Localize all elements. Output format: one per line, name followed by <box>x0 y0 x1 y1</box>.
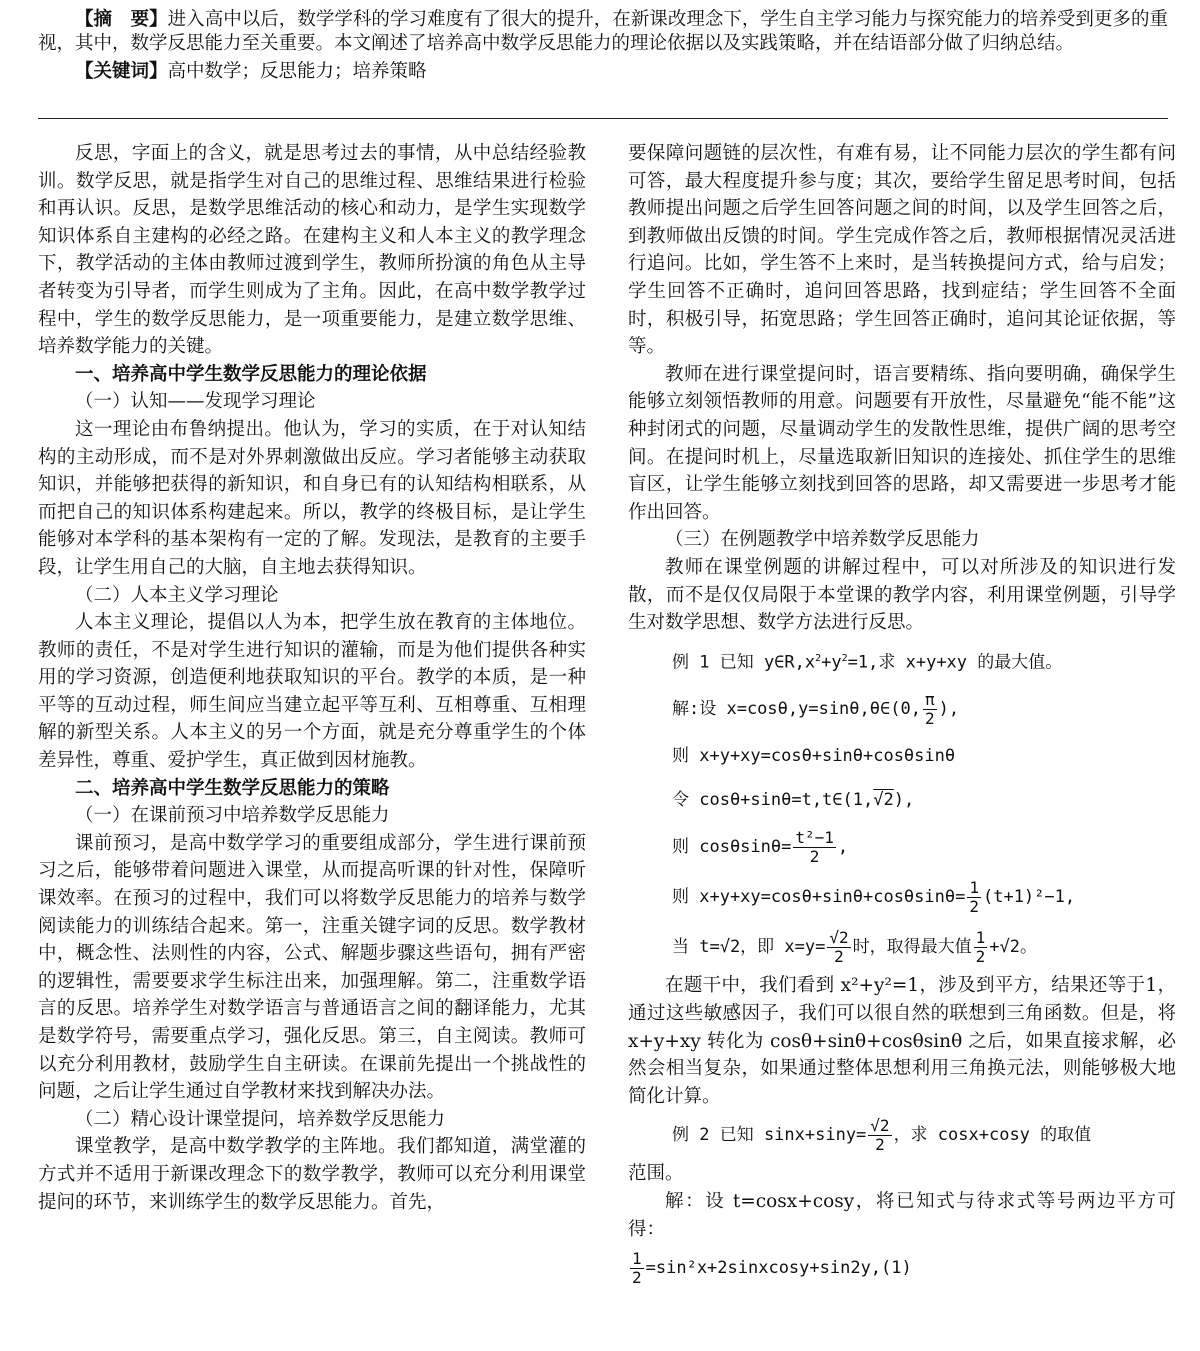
solution-1-line-3: 令 cosθ+sinθ=t,t∈(1,√2), <box>672 790 915 811</box>
subsection-heading-2a: （一）在课前预习中培养数学反思能力 <box>75 805 390 827</box>
fraction-one-half-max: $\frac{1}{2}$ <box>975 927 986 966</box>
example-1-statement: 例 1 已知 $y\in R,x^2+y^2=1$,求 x+y+xy 的最大值。 <box>672 652 1063 673</box>
keywords-label: 【关键词】 <box>75 61 168 82</box>
horizontal-divider <box>38 118 1168 119</box>
subsection-heading-2b: （二）精心设计课堂提问，培养数学反思能力 <box>75 1108 446 1130</box>
left-column <box>38 140 586 1216</box>
abstract-label: 【摘 要】 <box>75 9 168 30</box>
paragraph-preview: 课前预习，是高中数学学习的重要组成部分，学生进行课前预习之后，能够带着问题进入课堂，从而提高听课的针对性，保障听课效率。在预习的过程中，我们可以将数学反思能力的培养与数学阅读能力的训练结合起来。第一，注重关键字词的反思。数学教材中，概念性、法则性的内容，公式、解题步骤这些语句，拥有严密的逻辑性，需要要求学生标注出来，加强理解。第二，注重数学语言的反思。培养学生对数学语言与普通语言之间的翻译能力，尤其是数学符号，需要重点学习，强化反思。第三，自主阅读。教师可以充分利用教材，鼓励学生自主研读。在课前先提出一个挑战性的问题，之后让学生通过自学教材来找到解决办法。 <box>38 832 586 1103</box>
paragraph-cognitive: 这一理论由布鲁纳提出。他认为，学习的实质，在于对认知结构的主动形成，而不是对外界刺激做出反应。学习者能够主动获取知识，并能够把获得的新知识，和自身已有的认知结构相联系，从而把自己的知识体系构建起来。所以，教学的终极目标，是让学生能够对本学科的基本架构有一定的了解。发现法，是教育的主要手段，让学生用自己的大脑，自主地去获得知识。 <box>38 418 586 578</box>
fraction-t2-minus-1: $\frac{\text{t²−1}}{2}$ <box>795 827 834 866</box>
fraction-root2-over-2: $\frac{√2}{2}$ <box>829 927 849 966</box>
equation-1: $\frac{1}{2}$ =sin²x+2sinxcosy+sin2y,(1) <box>632 1248 912 1287</box>
subsection-heading-1b: （二）人本主义学习理论 <box>75 584 279 606</box>
paragraph-humanism: 人本主义理论，提倡以人为本，把学生放在教育的主体地位。教师的责任，不是对学生进行知识的灌输，而是为他们提供各种实用的学习资源，创造便利地获取知识的平台。教学的本质，是一种平等的互动过程，师生间应当建立起平等互利、互相尊重、互相理解的新型关系。人本主义的另一个方面，就是充分尊重学生的个体差异性，尊重、爱护学生，真正做到因材施教。 <box>38 612 586 772</box>
paragraph-questioning: 课堂教学，是高中数学教学的主阵地。我们都知道，满堂灌的方式并不适用于新课改理念下的数学教学，教师可以充分利用课堂提问的环节，来训练学生的数学反思能力。首先， <box>38 1136 586 1213</box>
solution-2-intro: 解：设 t=cosx+cosy，将已知式与待求式等号两边平方可得： <box>628 1190 1176 1240</box>
solution-1-line-5: 则 x+y+xy=cosθ+sinθ+cosθsinθ= $\frac{1}{2}$ (t+1)²−1, <box>672 877 1076 916</box>
solution-1-line-1: 解:设 x=cosθ,y=sinθ,θ∈(0, $\frac{\pi}{2}$ ), <box>672 689 960 728</box>
solution-1-line-4: 则 cosθsinθ= $\frac{\text{t²−1}}{2}$ , <box>672 827 849 866</box>
paragraph-analysis: 在题干中，我们看到 x²+y²=1，涉及到平方，结果还等于1，通过这些敏感因子，我们可以很自然的联想到三角函数。但是，将 x+y+xy 转化为 cosθ+sinθ+cosθsinθ 之后，如果直接求解，必然会相当复杂，如果通过整体思想利用三角换元法，则能够极大地简化计算。 <box>628 975 1176 1107</box>
paragraph-examples: 教师在课堂例题的讲解过程中，可以对所涉及的知识进行发散，而不是仅仅局限于本堂课的教学内容，利用课堂例题，引导学生对数学思想、数学方法进行反思。 <box>628 556 1176 634</box>
example-2-continued: 范围。 <box>628 1163 684 1185</box>
intro-paragraph: 反思，字面上的含义，就是思考过去的事情，从中总结经验教训。数学反思，就是指学生对自己的思维过程、思维结果进行检验和再认识。反思，是数学思维活动的核心和动力，是学生实现数学知识体系自主建构的必经之路。在建构主义和人本主义的教学理念下，教学活动的主体由教师过渡到学生，教师所扮演的角色从主导者转变为引导者，而学生则成为了主角。因此，在高中数学教学过程中，学生的数学反思能力，是一项重要能力，是建立数学思维、培养数学能力的关键。 <box>38 143 586 358</box>
fraction-one-half-eq1: $\frac{1}{2}$ <box>632 1248 642 1287</box>
section-heading-1: 一、培养高中学生数学反思能力的理论依据 <box>75 363 427 385</box>
keywords-paragraph <box>38 60 1168 84</box>
fraction-root2-over-2-ex2: $\frac{√2}{2}$ <box>870 1115 890 1154</box>
solution-1-line-6: 当 t=√2，即 x=y= $\frac{√2}{2}$ 时，取得最大值 $\frac{1}{2}$ +√2。 <box>672 927 1037 966</box>
subsection-heading-3: （三）在例题教学中培养数学反思能力 <box>665 529 980 551</box>
abstract-block <box>38 8 1168 84</box>
right-column <box>628 140 1176 1293</box>
section-heading-2: 二、培养高中学生数学反思能力的策略 <box>75 777 390 799</box>
abstract-paragraph <box>38 8 1168 56</box>
subsection-heading-1a: （一）认知——发现学习理论 <box>75 391 316 413</box>
fraction-one-half: $\frac{1}{2}$ <box>969 877 979 916</box>
fraction-pi-over-2: $\frac{\pi}{2}$ <box>924 689 935 728</box>
solution-1-line-2: 则 x+y+xy=cosθ+sinθ+cosθsinθ <box>672 746 956 767</box>
keywords-text: 高中数学；反思能力；培养策略 <box>167 61 427 82</box>
paragraph-continued: 要保障问题链的层次性，有难有易，让不同能力层次的学生都有问可答，最大程度提升参与度；其次，要给学生留足思考时间，包括教师提出问题之后学生回答问题之间的时间，以及学生回答之后，到教师做出反馈的时间。学生完成作答之后，教师根据情况灵活进行追问。比如，学生答不上来时，是当转换提问方式，给与启发；学生回答不正确时，追问回答思路，找到症结；学生回答不全面时，积极引导，拓宽思路；学生回答正确时，追问其论证依据，等等。 <box>628 143 1176 358</box>
paragraph-questioning-language: 教师在进行课堂提问时，语言要精练、指向要明确，确保学生能够立刻领悟教师的用意。问题要有开放性，尽量避免“能不能”这种封闭式的问题，尽量调动学生的发散性思维，提供广阔的思考空间。在提问时机上，尽量选取新旧知识的连接处、抓住学生的思维盲区，让学生能够立刻找到回答的思路，却又需要进一步思考才能作出回答。 <box>628 363 1176 523</box>
abstract-text: 进入高中以后，数学学科的学习难度有了很大的提升，在新课改理念下，学生自主学习能力与探究能力的培养受到更多的重视，其中，数学反思能力至关重要。本文阐述了培养高中数学反思能力的理论依据以及实践策略，并在结语部分做了归纳总结。 <box>38 9 1168 54</box>
example-2-statement: 例 2 已知 sinx+siny= $\frac{√2}{2}$ ，求 cosx+cosy 的取值 <box>672 1115 1092 1154</box>
